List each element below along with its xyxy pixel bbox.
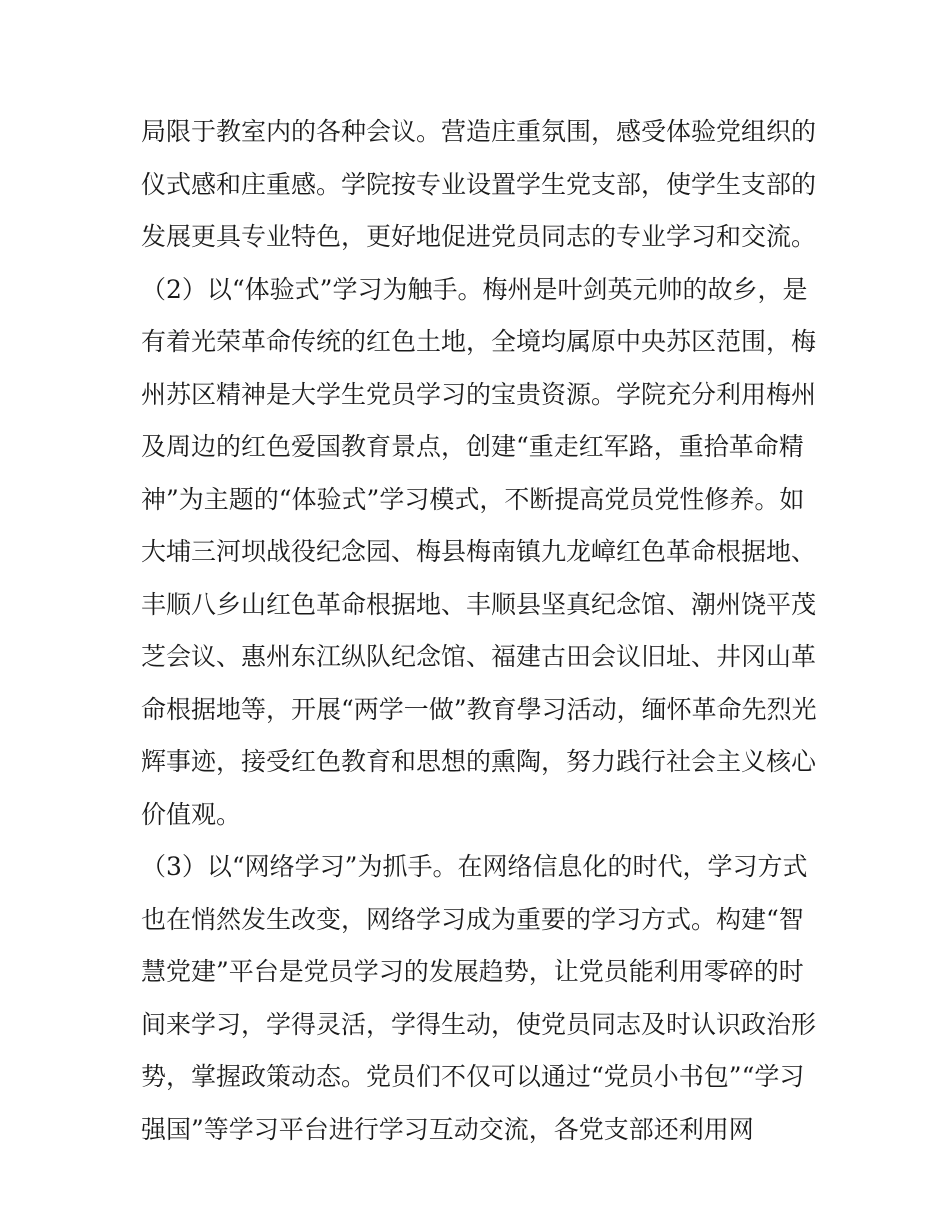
text-line: 辉事迹，接受红色教育和思想的熏陶，努力践行社会主义核心 bbox=[141, 747, 817, 776]
text-line: 有着光荣革命传统的红色土地，全境均属原中央苏区范围，梅 bbox=[141, 327, 817, 356]
text-line: 势，掌握政策动态。党员们不仅可以通过“党员小书包”“学习 bbox=[141, 1062, 805, 1091]
text-line: 价值观。 bbox=[141, 799, 242, 829]
text-line: 及周边的红色爱国教育景点，创建“重走红军路，重拾革命精 bbox=[141, 432, 804, 461]
text-line: 间来学习，学得灵活，学得生动，使党员同志及时认识政治形 bbox=[141, 1009, 817, 1039]
text-line: （2）以“体验式”学习为触手。梅州是叶剑英元帅的故乡，是 bbox=[141, 274, 808, 304]
text-line: 强国”等学习平台进行学习互动交流，各党支部还利用网 bbox=[141, 1114, 754, 1144]
text-line: 发展更具专业特色，更好地促进党员同志的专业学习和交流。 bbox=[141, 222, 817, 251]
text-line: 慧党建”平台是党员学习的发展趋势，让党员能利用零碎的时 bbox=[141, 957, 804, 986]
text-line: 大埔三河坝战役纪念园、梅县梅南镇九龙嶂红色革命根据地、 bbox=[141, 537, 817, 566]
body-text bbox=[141, 106, 821, 1156]
text-line: 神”为主题的“体验式”学习模式，不断提高党员党性修养。如 bbox=[141, 484, 805, 514]
text-line: 也在悄然发生改变，网络学习成为重要的学习方式。构建“智 bbox=[141, 904, 804, 934]
text-line: 州苏区精神是大学生党员学习的宝贵资源。学院充分利用梅州 bbox=[141, 379, 817, 409]
text-line: 仪式感和庄重感。学院按专业设置学生党支部，使学生支部的 bbox=[141, 169, 817, 199]
text-line: （3）以“网络学习”为抓手。在网络信息化的时代，学习方式 bbox=[141, 852, 808, 881]
text-line: 芝会议、惠州东江纵队纪念馆、福建古田会议旧址、井冈山革 bbox=[141, 642, 817, 671]
text-line: 命根据地等，开展“两学一做”教育學习活动，缅怀革命先烈光 bbox=[141, 694, 817, 724]
text-line: 局限于教室内的各种会议。营造庄重氛围，感受体验党组织的 bbox=[141, 117, 817, 146]
text-line: 丰顺八乡山红色革命根据地、丰顺县坚真纪念馆、潮州饶平茂 bbox=[141, 589, 817, 619]
